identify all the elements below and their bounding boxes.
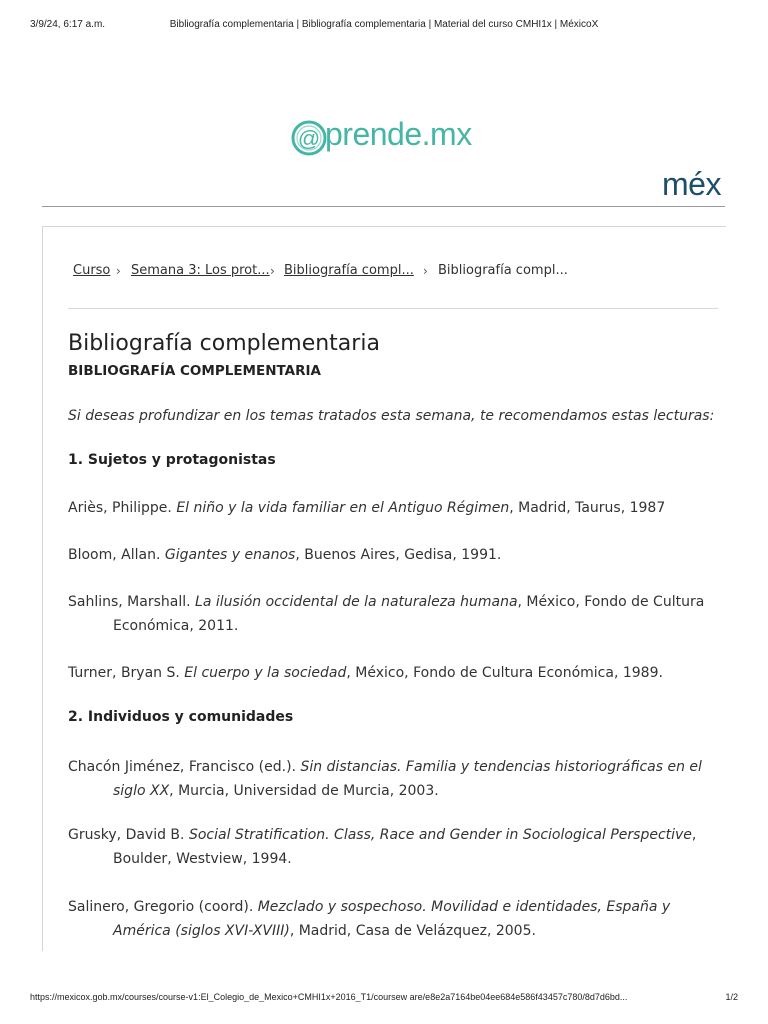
reference-details: , Madrid, Taurus, 1987 xyxy=(509,500,666,516)
breadcrumb-week-link[interactable]: Semana 3: Los prot... xyxy=(131,263,270,278)
print-header xyxy=(0,19,768,33)
header-divider xyxy=(42,206,725,207)
section-heading: 2. Individuos y comunidades xyxy=(68,709,294,725)
page-subhead: BIBLIOGRAFÍA COMPLEMENTARIA xyxy=(68,363,321,379)
intro-text: Si deseas profundizar en los temas tratados esta semana, te recomendamos estas lecturas: xyxy=(68,408,715,424)
reference-author: Bloom, Allan. xyxy=(68,547,165,563)
reference-item xyxy=(68,895,708,943)
mexicox-brand[interactable]: méx xyxy=(662,166,721,202)
reference-details: , Buenos Aires, Gedisa, 1991. xyxy=(295,547,502,563)
reference-title: El niño y la vida familiar en el Antiguo Régimen xyxy=(176,500,510,516)
reference-title: Sin distancias. Familia y tendencias historiográficas en el siglo XX xyxy=(113,759,702,799)
aprende-logo[interactable] xyxy=(290,114,490,162)
reference-title: Mezclado y sospechoso. Movilidad e identidades, España y América (siglos XVI-XVIII) xyxy=(113,899,671,939)
breadcrumb-current: Bibliografía compl... xyxy=(438,263,568,278)
logo-mark: @ xyxy=(297,126,321,151)
reference-title: La ilusión occidental de la naturaleza humana xyxy=(195,594,518,610)
reference-author: Turner, Bryan S. xyxy=(68,665,185,681)
reference-author: Grusky, David B. xyxy=(68,827,189,843)
reference-item xyxy=(68,590,708,638)
chevron-right-icon: › xyxy=(423,264,428,278)
breadcrumb-section-link[interactable]: Bibliografía compl... xyxy=(284,263,414,278)
print-url: https://mexicox.gob.mx/courses/course-v1:El_Colegio_de_Mexico+CMHI1x+2016_T1/coursew are/e8e2a7164be04ee684e586f43457c780/8d7d6bd... xyxy=(30,992,628,1002)
reference-details: , Boulder, Westview, 1994. xyxy=(113,827,697,867)
breadcrumb xyxy=(73,263,713,283)
chevron-right-icon: › xyxy=(116,264,121,278)
reference-details: , Madrid, Casa de Velázquez, 2005. xyxy=(289,923,536,939)
reference-details: , México, Fondo de Cultura Económica, 2011. xyxy=(113,594,705,634)
print-footer xyxy=(0,992,768,1006)
section-heading: 1. Sujetos y protagonistas xyxy=(68,452,276,468)
print-page-number: 1/2 xyxy=(725,992,738,1002)
reference-title: El cuerpo y la sociedad xyxy=(184,665,347,681)
reference-item xyxy=(68,543,708,567)
print-title: Bibliografía complementaria | Bibliografía complementaria | Material del curso CMHI1x | MéxicoX xyxy=(169,19,599,30)
print-date: 3/9/24, 6:17 a.m. xyxy=(30,19,106,30)
reference-item xyxy=(68,496,708,520)
reference-title: Social Stratification. Class, Race and Gender in Sociological Perspective xyxy=(188,827,692,843)
reference-item xyxy=(68,755,708,803)
aprende-at-icon xyxy=(290,114,330,162)
logo-text: prende.mx xyxy=(325,116,472,152)
reference-author: Ariès, Philippe. xyxy=(68,500,177,516)
reference-details: , México, Fondo de Cultura Económica, 1989. xyxy=(346,665,663,681)
reference-item xyxy=(68,661,708,685)
reference-details: , Murcia, Universidad de Murcia, 2003. xyxy=(169,783,439,799)
page-title: Bibliografía complementaria xyxy=(68,331,380,356)
reference-item xyxy=(68,823,708,871)
breadcrumb-course-link[interactable]: Curso xyxy=(73,263,111,278)
reference-author: Salinero, Gregorio (coord). xyxy=(68,899,258,915)
reference-title: Gigantes y enanos xyxy=(164,547,296,563)
chevron-right-icon: › xyxy=(270,264,275,278)
breadcrumb-divider xyxy=(68,308,718,309)
reference-author: Sahlins, Marshall. xyxy=(68,594,196,610)
reference-author: Chacón Jiménez, Francisco (ed.). xyxy=(68,759,301,775)
